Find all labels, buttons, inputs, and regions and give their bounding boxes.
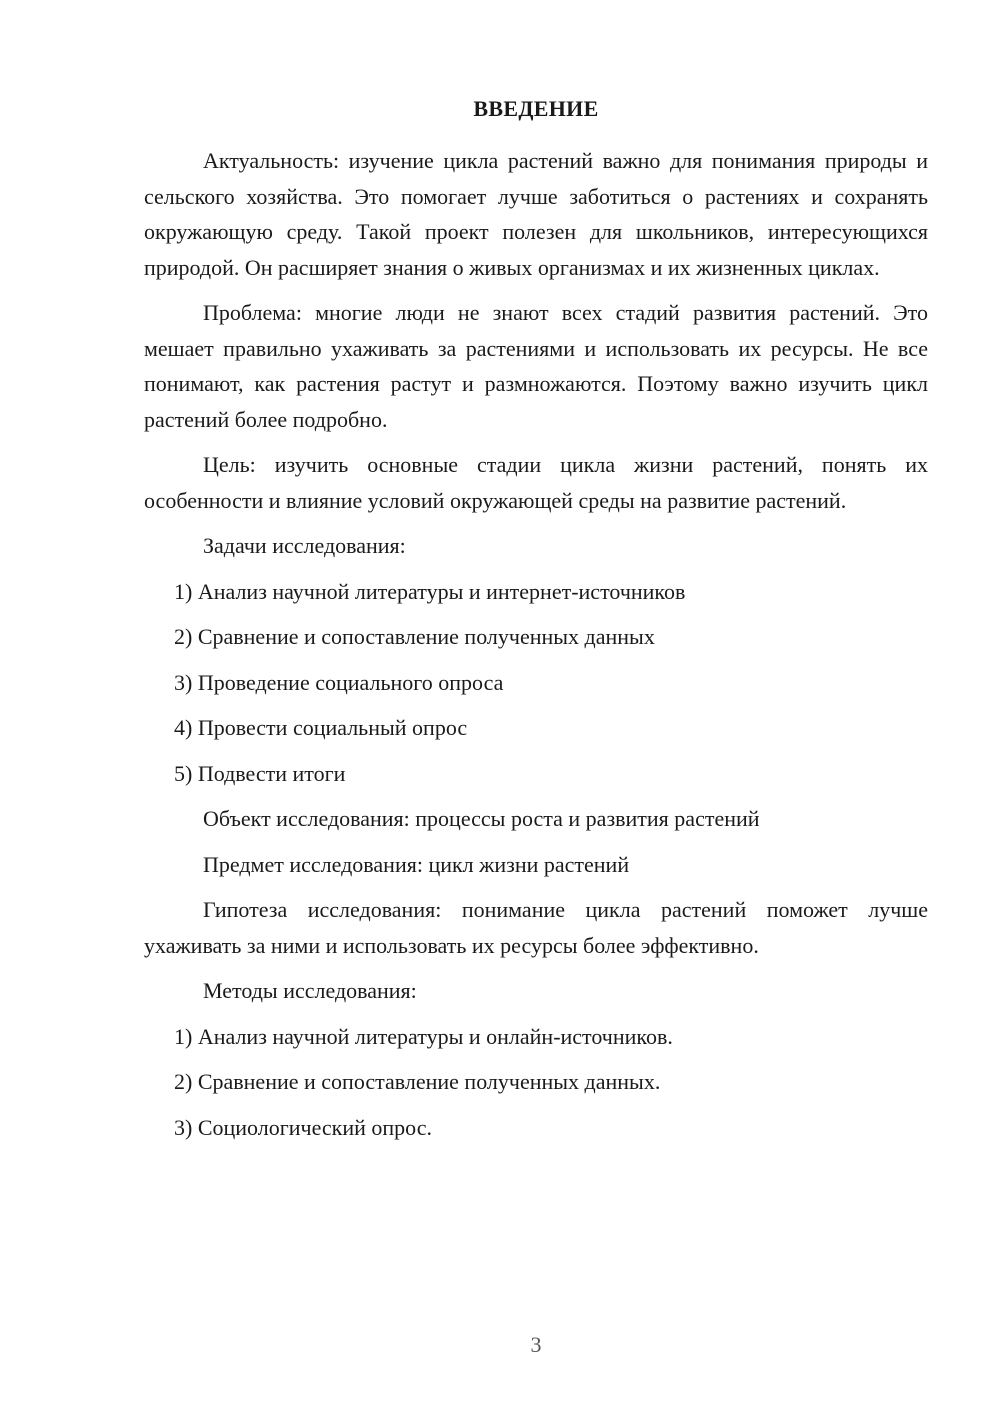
list-item: 4) Провести социальный опрос [174, 715, 468, 740]
page-title: ВВЕДЕНИЕ [473, 96, 599, 121]
list-item: 2) Сравнение и сопоставление полученных данных. [174, 1069, 661, 1094]
relevance-paragraph: Актуальность: изучение цикла растений важно для понимания природы и сельского хозяйства. Это помогает лучше заботиться о растениях и сохранять окружающую среду. Такой проект полезен для школьников, интересующихся природой. Он расширяет знания о живых организмах и их жизненных циклах. [144, 148, 928, 280]
list-item: 1) Анализ научной литературы и интернет-источников [174, 578, 686, 604]
list-item: 1) Анализ научной литературы и онлайн-источников. [174, 1023, 673, 1049]
goal-paragraph: Цель: изучить основные стадии цикла жизни растений, понять их особенности и влияние условий окружающей среды на развитие растений. [144, 452, 928, 513]
list-item: 3) Социологический опрос. [174, 1114, 432, 1140]
methods-list [144, 1019, 928, 1146]
problem-paragraph: Проблема: многие люди не знают всех стадий развития растений. Это мешает правильно ухаживать за растениями и использовать их ресурсы. Не все понимают, как растения растут и размножаются. Поэтому важно изучить цикл растений более подробно. [144, 300, 928, 432]
hypothesis-paragraph: Гипотеза исследования: понимание цикла растений поможет лучше ухаживать за ними и использовать их ресурсы более эффективно. [144, 897, 928, 958]
list-item: 3) Проведение социального опроса [174, 669, 504, 695]
methods-heading: Методы исследования: [203, 978, 417, 1003]
tasks-list [144, 574, 928, 792]
list-item: 2) Сравнение и сопоставление полученных данных [174, 624, 655, 649]
object-paragraph: Объект исследования: процессы роста и развития растений [203, 806, 760, 831]
page-number: 3 [530, 1332, 542, 1357]
document-body [144, 143, 928, 1155]
tasks-heading: Задачи исследования: [203, 533, 406, 558]
list-item: 5) Подвести итоги [174, 760, 346, 786]
subject-paragraph: Предмет исследования: цикл жизни растений [203, 851, 630, 877]
